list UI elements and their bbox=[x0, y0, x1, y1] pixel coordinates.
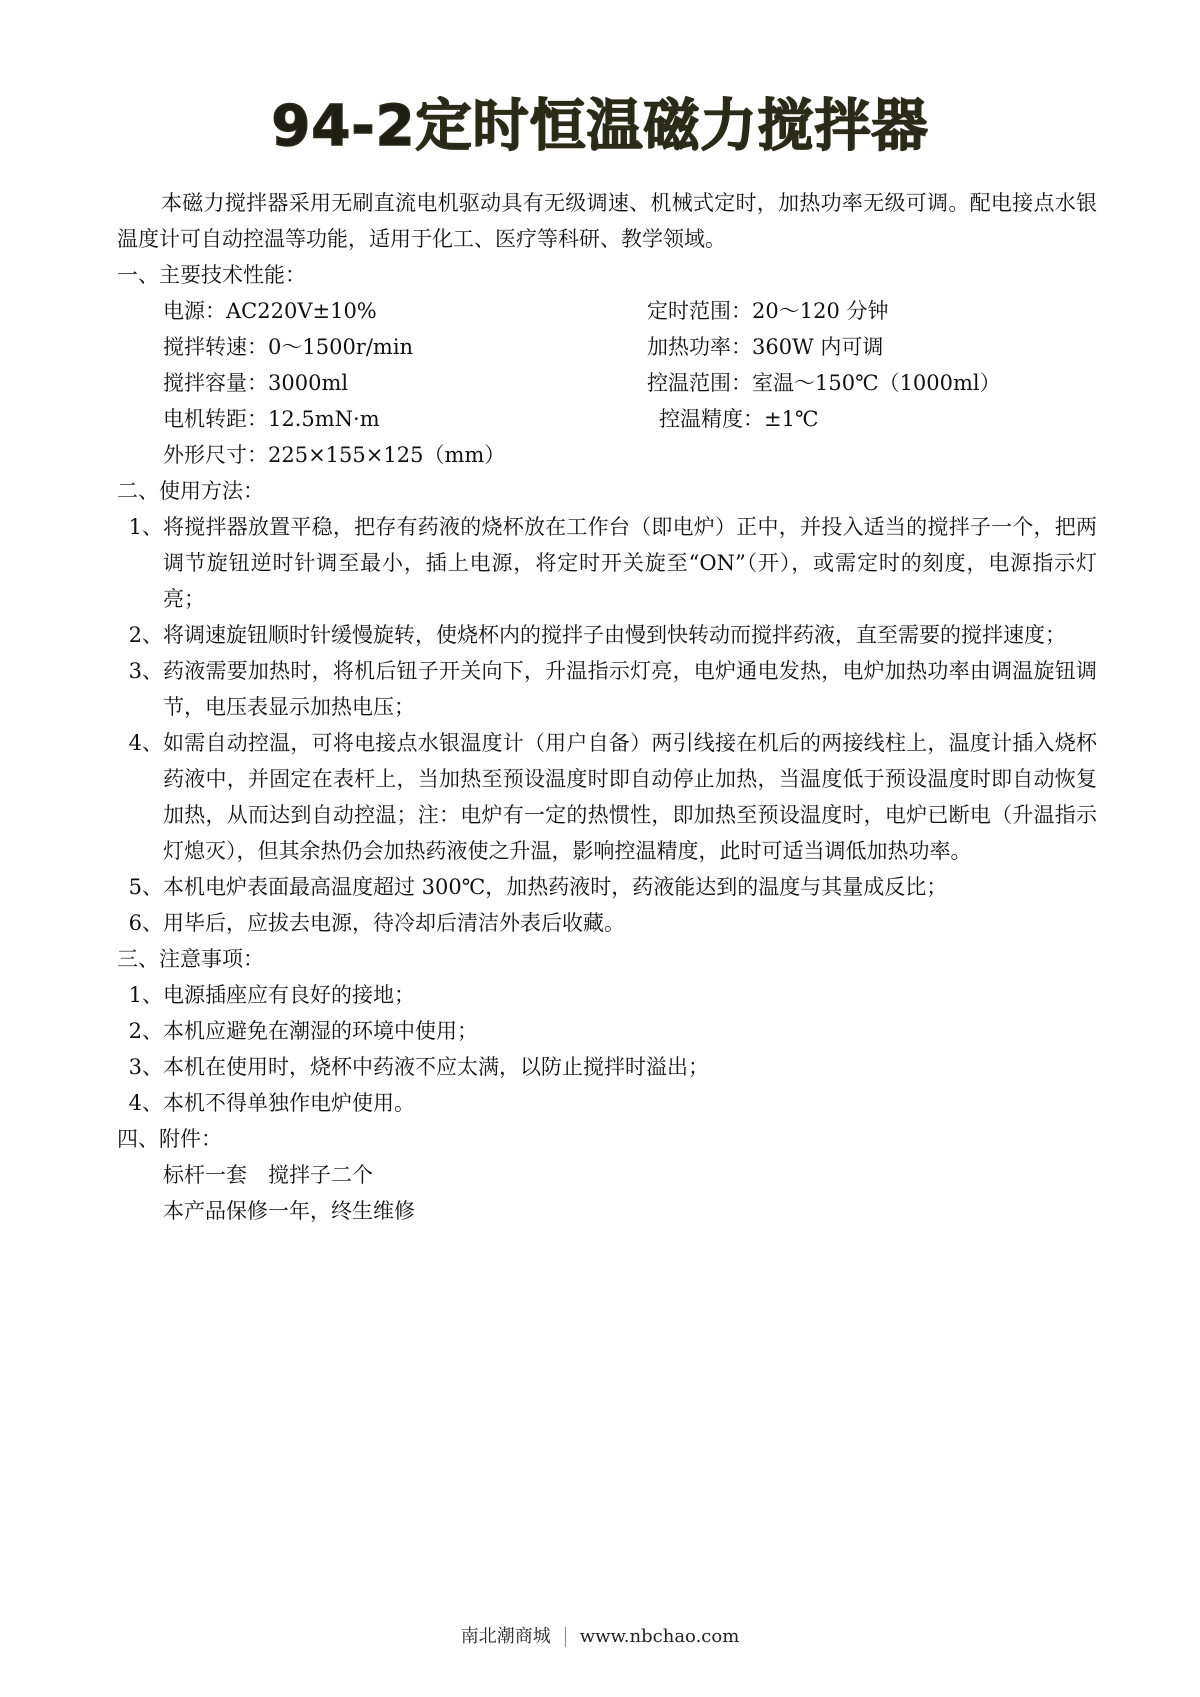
spec-row bbox=[117, 293, 1097, 329]
list-item-number: 5、 bbox=[128, 875, 163, 899]
list-item-text: 本机电炉表面最高温度超过 300℃，加热药液时，药液能达到的温度与其量成反比； bbox=[163, 875, 948, 899]
list-item bbox=[117, 869, 1097, 905]
list-item bbox=[117, 905, 1097, 941]
list-item bbox=[117, 977, 1097, 1013]
list-item bbox=[117, 1085, 1097, 1121]
list-item bbox=[117, 653, 1097, 725]
list-item bbox=[117, 617, 1097, 653]
list-item-number: 4、 bbox=[128, 1091, 163, 1115]
spec-dimensions: 外形尺寸：225×155×125（mm） bbox=[163, 443, 506, 467]
spec-row bbox=[117, 329, 1097, 365]
accessories-list: 标杆一套 搅拌子二个 bbox=[163, 1163, 373, 1187]
list-item-number: 1、 bbox=[128, 983, 163, 1007]
list-item-text: 药液需要加热时，将机后钮子开关向下，升温指示灯亮，电炉通电发热，电炉加热功率由调温旋钮调节，电压表显示加热电压； bbox=[163, 659, 1097, 719]
footer-divider bbox=[565, 1627, 566, 1647]
list-item-number: 2、 bbox=[128, 623, 163, 647]
list-item bbox=[117, 509, 1097, 617]
list-item-text: 本机应避免在潮湿的环境中使用； bbox=[163, 1019, 478, 1043]
spec-stir-capacity: 搅拌容量：3000ml bbox=[163, 371, 349, 395]
document-title: 94-2定时恒温磁力搅拌器 bbox=[271, 94, 929, 159]
spec-motor-torque: 电机转距：12.5mN·m bbox=[163, 407, 380, 431]
warranty-note: 本产品保修一年，终生维修 bbox=[163, 1199, 415, 1223]
spec-row bbox=[117, 401, 1097, 437]
section-heading-usage: 二、使用方法： bbox=[117, 479, 264, 503]
list-item bbox=[117, 1049, 1097, 1085]
spec-power: 电源：AC220V±10% bbox=[163, 299, 377, 323]
spec-heating-power: 加热功率：360W 内可调 bbox=[647, 335, 884, 359]
section-heading-specs: 一、主要技术性能： bbox=[117, 263, 306, 287]
page-footer bbox=[0, 1622, 1200, 1648]
intro-paragraph: 本磁力搅拌器采用无刷直流电机驱动具有无级调速、机械式定时，加热功率无级可调。配电接点水银温度计可自动控温等功能，适用于化工、医疗等科研、教学领域。 bbox=[117, 191, 1097, 251]
list-item-number: 4、 bbox=[128, 731, 163, 755]
document-body bbox=[117, 185, 1097, 1229]
spec-timer-range: 定时范围：20～120 分钟 bbox=[647, 299, 889, 323]
section-heading-notes: 三、注意事项： bbox=[117, 947, 264, 971]
list-item-text: 将搅拌器放置平稳，把存有药液的烧杯放在工作台（即电炉）正中，并投入适当的搅拌子一个，把两调节旋钮逆时针调至最小，插上电源，将定时开关旋至“ON”（开），或需定时的刻度，电源指示灯亮； bbox=[163, 515, 1097, 611]
spec-row bbox=[117, 365, 1097, 401]
list-item-number: 3、 bbox=[128, 1055, 163, 1079]
section-heading-accessories: 四、附件： bbox=[117, 1127, 222, 1151]
list-item-number: 6、 bbox=[128, 911, 163, 935]
list-item-text: 电源插座应有良好的接地； bbox=[163, 983, 415, 1007]
list-item-text: 如需自动控温，可将电接点水银温度计（用户自备）两引线接在机后的两接线柱上，温度计插入烧杯药液中，并固定在表杆上，当加热至预设温度时即自动停止加热，当温度低于预设温度时即自动恢复加热，从而达到自动控温；注：电炉有一定的热惯性，即加热至预设温度时，电炉已断电（升温指示灯熄灭），但其余热仍会加热药液使之升温，影响控温精度，此时可适当调低加热功率。 bbox=[163, 731, 1097, 863]
footer-url: www.nbchao.com bbox=[579, 1626, 740, 1647]
list-item-text: 将调速旋钮顺时针缓慢旋转，使烧杯内的搅拌子由慢到快转动而搅拌药液，直至需要的搅拌速度； bbox=[163, 623, 1066, 647]
footer-site-name: 南北潮商城 bbox=[460, 1626, 551, 1647]
list-item-text: 用毕后，应拔去电源，待冷却后清洁外表后收藏。 bbox=[163, 911, 625, 935]
list-item-number: 3、 bbox=[128, 659, 163, 683]
list-item-text: 本机在使用时，烧杯中药液不应太满，以防止搅拌时溢出； bbox=[163, 1055, 709, 1079]
list-item bbox=[117, 1013, 1097, 1049]
spec-stir-speed: 搅拌转速：0～1500r/min bbox=[163, 335, 414, 359]
spec-temp-range: 控温范围：室温～150℃（1000ml） bbox=[647, 371, 1001, 395]
list-item-number: 2、 bbox=[128, 1019, 163, 1043]
list-item-text: 本机不得单独作电炉使用。 bbox=[163, 1091, 415, 1115]
list-item-number: 1、 bbox=[128, 515, 163, 539]
spec-temp-accuracy: 控温精度：±1℃ bbox=[659, 407, 819, 431]
list-item bbox=[117, 725, 1097, 869]
